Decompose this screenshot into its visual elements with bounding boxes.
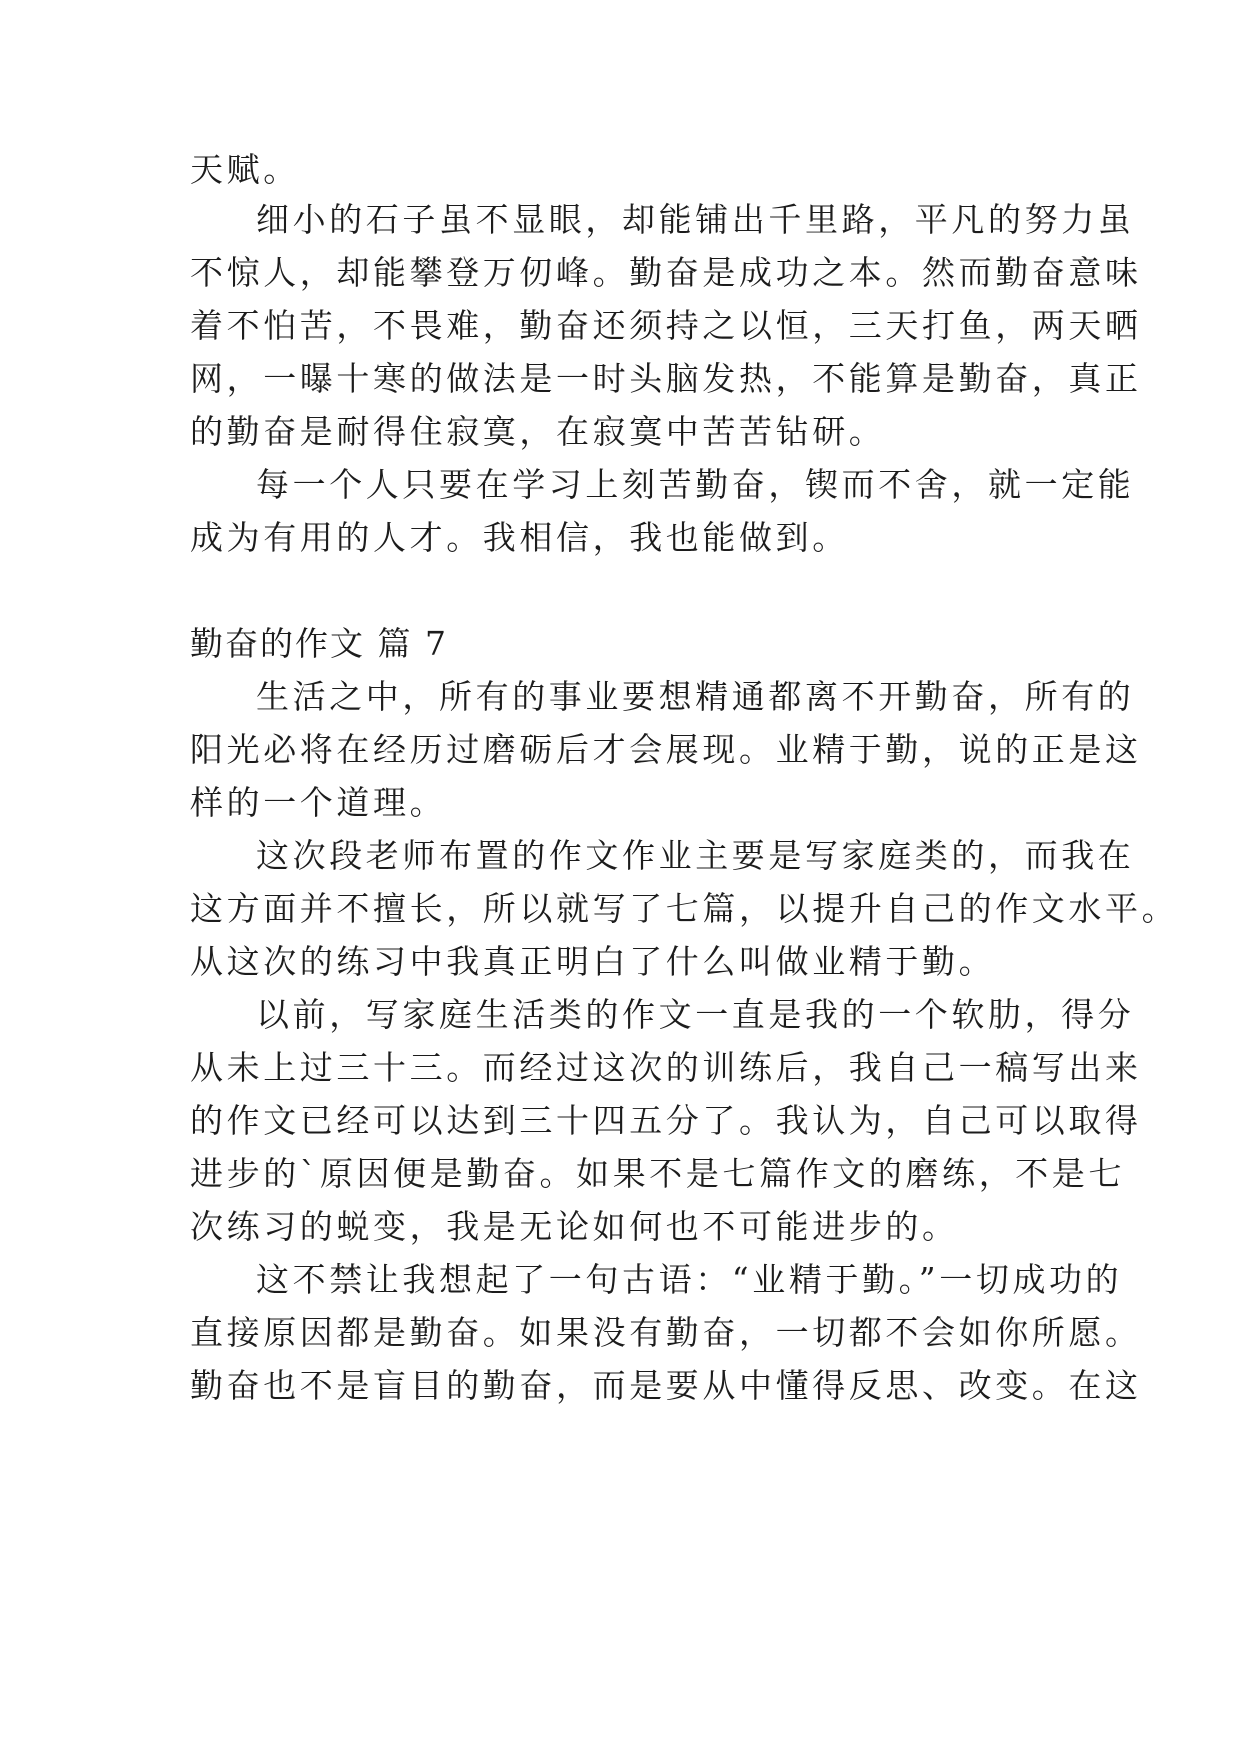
text-line: 从这次的练习中我真正明白了什么叫做业精于勤。 bbox=[190, 942, 996, 981]
text-line: 直接原因都是勤奋。如果没有勤奋，一切都不会如你所愿。 bbox=[190, 1313, 1142, 1352]
text-line: 勤奋也不是盲目的勤奋，而是要从中懂得反思、改变。在这 bbox=[190, 1366, 1142, 1405]
section-heading: 勤奋的作文 篇 7 bbox=[190, 624, 448, 663]
text-line: 着不怕苦，不畏难，勤奋还须持之以恒，三天打鱼，两天晒 bbox=[190, 306, 1142, 345]
paragraph-first-line: 生活之中，所有的事业要想精通都离不开勤奋，所有的 bbox=[256, 677, 1135, 716]
text-line: 的作文已经可以达到三十四五分了。我认为，自己可以取得 bbox=[190, 1101, 1142, 1140]
text-line: 进步的`原因便是勤奋。如果不是七篇作文的磨练，不是七 bbox=[190, 1154, 1126, 1193]
paragraph-first-line: 以前，写家庭生活类的作文一直是我的一个软肋，得分 bbox=[256, 995, 1135, 1034]
paragraph-first-line: 细小的石子虽不显眼，却能铺出千里路，平凡的努力虽 bbox=[256, 200, 1135, 239]
text-line: 样的一个道理。 bbox=[190, 783, 447, 822]
text-line: 次练习的蜕变，我是无论如何也不可能进步的。 bbox=[190, 1207, 959, 1246]
text-line: 这方面并不擅长，所以就写了七篇，以提升自己的作文水平。 bbox=[190, 889, 1179, 928]
paragraph-first-line: 每一个人只要在学习上刻苦勤奋，锲而不舍，就一定能 bbox=[256, 465, 1135, 504]
text-line: 阳光必将在经历过磨砺后才会展现。业精于勤，说的正是这 bbox=[190, 730, 1142, 769]
text-line: 的勤奋是耐得住寂寞，在寂寞中苦苦钻研。 bbox=[190, 412, 886, 451]
text-line: 从未上过三十三。而经过这次的训练后，我自己一稿写出来 bbox=[190, 1048, 1142, 1087]
text-line: 天赋。 bbox=[190, 150, 300, 189]
paragraph-first-line: 这次段老师布置的作文作业主要是写家庭类的，而我在 bbox=[256, 836, 1135, 875]
text-line: 成为有用的人才。我相信，我也能做到。 bbox=[190, 518, 849, 557]
text-line: 不惊人，却能攀登万仞峰。勤奋是成功之本。然而勤奋意味 bbox=[190, 253, 1142, 292]
paragraph-first-line: 这不禁让我想起了一句古语：“业精于勤。”一切成功的 bbox=[256, 1260, 1123, 1299]
text-line: 网，一曝十寒的做法是一时头脑发热，不能算是勤奋，真正 bbox=[190, 359, 1142, 398]
